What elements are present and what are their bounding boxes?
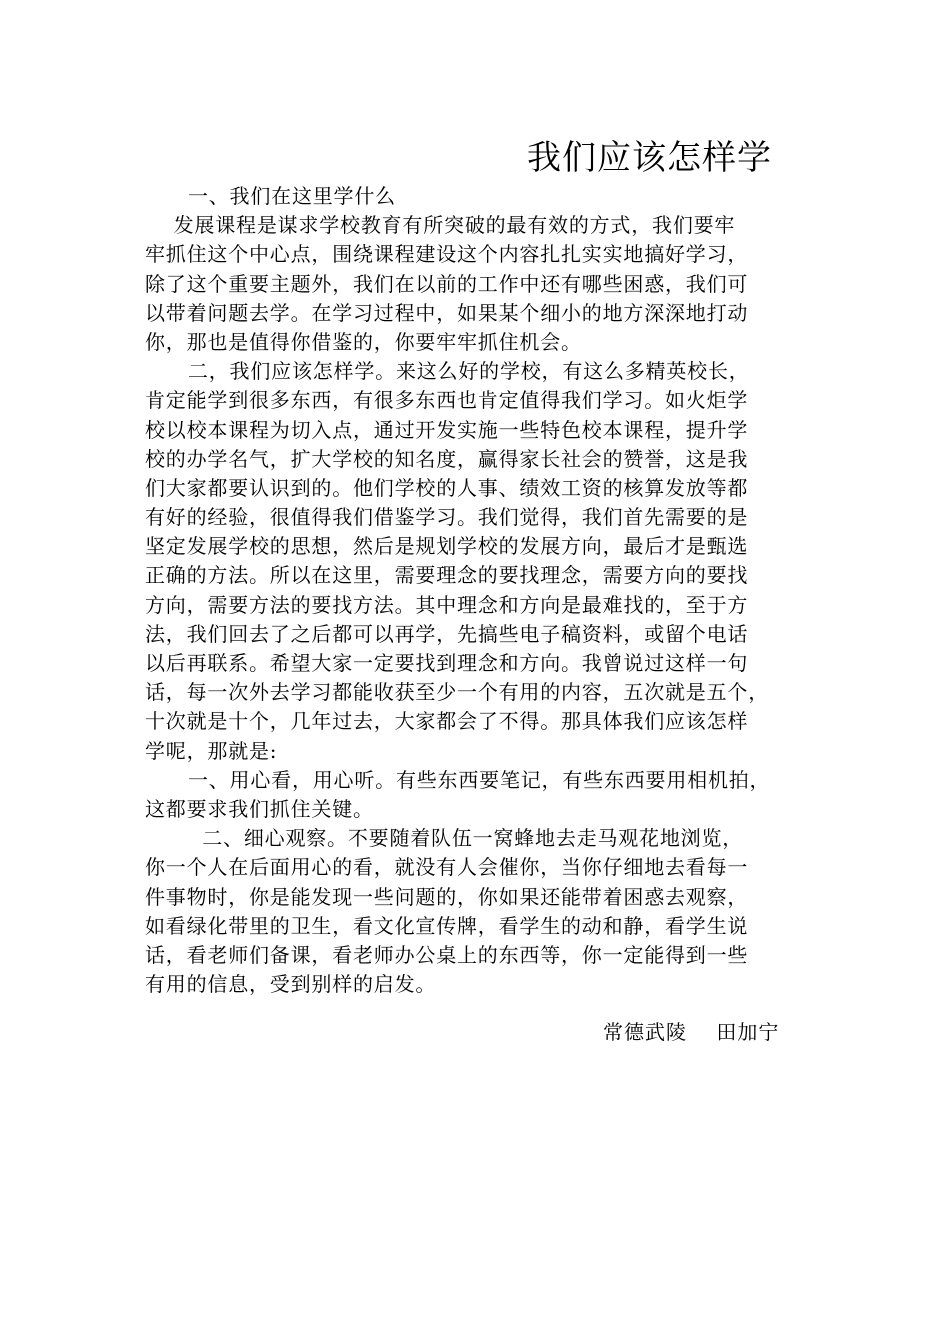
text-line: 有用的信息，受到别样的启发。 — [145, 972, 437, 997]
text-line: 牢抓住这个中心点，围绕课程建设这个内容扎扎实实地搞好学习， — [145, 242, 749, 267]
text-line: 件事物时，你是能发现一些问题的，你如果还能带着困惑去观察， — [145, 884, 749, 909]
text-line: 一、我们在这里学什么 — [145, 184, 396, 208]
text-line: 这都要求我们抓住关键。 — [145, 796, 374, 821]
text-line: 话，每一次外去学习都能收获至少一个有用的内容，五次就是五个， — [145, 680, 769, 705]
text-line: 十次就是十个，几年过去，大家都会了不得。那具体我们应该怎样 — [145, 709, 749, 734]
text-line: 以带着问题去学。在学习过程中，如果某个细小的地方深深地打动 — [145, 300, 749, 325]
text-line: 校以校本课程为切入点，通过开发实施一些特色校本课程，提升学 — [145, 417, 749, 442]
text-line: 发展课程是谋求学校教育有所突破的最有效的方式，我们要牢 — [145, 213, 736, 238]
text-line: 正确的方法。所以在这里，需要理念的要找理念，需要方向的要找 — [145, 563, 749, 588]
document-title: 我们应该怎样学 — [527, 138, 772, 178]
author-signature: 常德武陵 田加宁 — [603, 1020, 780, 1044]
text-line: 二，我们应该怎样学。来这么好的学校，有这么多精英校长， — [145, 359, 750, 384]
text-line: 法，我们回去了之后都可以再学，先搞些电子稿资料，或留个电话 — [145, 621, 749, 646]
text-line: 学呢，那就是: — [145, 738, 278, 763]
text-line: 以后再联系。希望大家一定要找到理念和方向。我曾说过这样一句 — [145, 651, 749, 675]
text-line: 如看绿化带里的卫生，看文化宣传牌，看学生的动和静，看学生说 — [145, 913, 749, 938]
text-line: 话，看老师们备课，看老师办公桌上的东西等，你一定能得到一些 — [145, 942, 749, 967]
text-line: 方向，需要方法的要找方法。其中理念和方向是最难找的，至于方 — [145, 592, 749, 617]
text-line: 你一个人在后面用心的看，就没有人会催你，当你仔细地去看每一 — [145, 855, 749, 880]
document-body — [145, 182, 825, 999]
text-line: 你，那也是值得你借鉴的，你要牢牢抓住机会。 — [145, 329, 582, 354]
text-line: 二、细心观察。不要随着队伍一窝蜂地去走马观花地浏览， — [145, 826, 744, 851]
text-line: 们大家都要认识到的。他们学校的人事、绩效工资的核算发放等都 — [145, 475, 749, 500]
text-line: 坚定发展学校的思想，然后是规划学校的发展方向，最后才是甄选 — [145, 534, 749, 559]
text-line: 有好的经验，很值得我们借鉴学习。我们觉得，我们首先需要的是 — [145, 505, 749, 530]
text-line: 一、用心看，用心听。有些东西要笔记，有些东西要用相机拍， — [145, 767, 771, 792]
text-line: 肯定能学到很多东西，有很多东西也肯定值得我们学习。如火炬学 — [145, 388, 749, 413]
text-line: 校的办学名气，扩大学校的知名度，赢得家长社会的赞誉，这是我 — [145, 446, 749, 471]
text-line: 除了这个重要主题外，我们在以前的工作中还有哪些困惑，我们可 — [145, 271, 749, 296]
